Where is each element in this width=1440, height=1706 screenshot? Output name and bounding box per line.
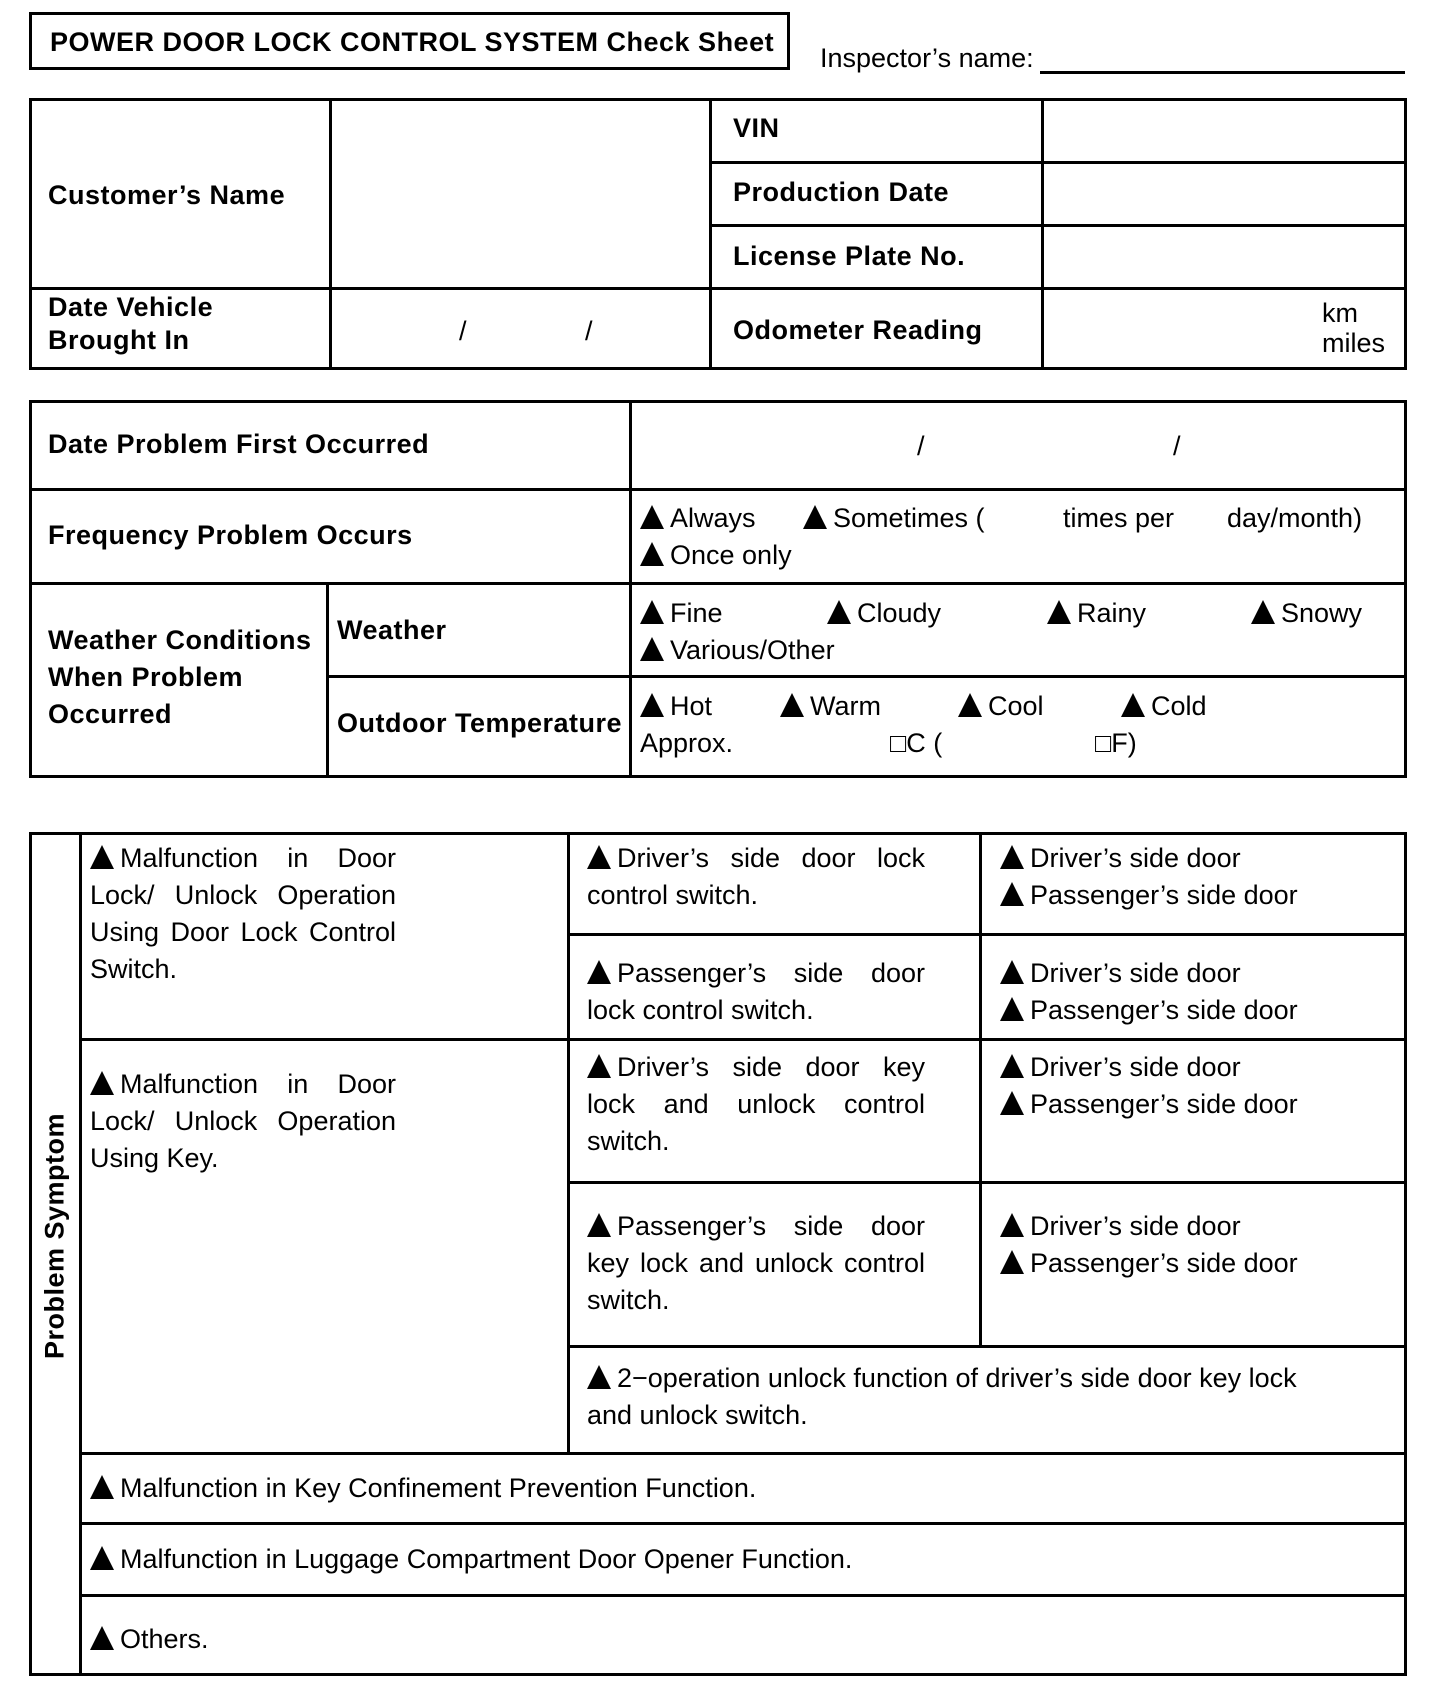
triangle-icon xyxy=(1000,960,1024,984)
celsius-label: □C ( xyxy=(890,728,943,758)
passenger-door-option[interactable]: Passenger’s side door xyxy=(1000,1245,1298,1282)
triangle-icon xyxy=(90,845,114,869)
triangle-icon xyxy=(640,600,664,624)
passenger-door-option[interactable]: Passenger’s side door xyxy=(1000,992,1298,1029)
triangle-icon xyxy=(640,637,664,661)
weather-snowy-option[interactable]: Snowy xyxy=(1251,595,1362,632)
triangle-icon xyxy=(587,1213,611,1237)
weather-fine-option[interactable]: Fine xyxy=(640,595,723,632)
weather-label: Weather xyxy=(337,615,447,645)
triangle-icon xyxy=(1121,693,1145,717)
weather-other-option[interactable]: Various/Other xyxy=(640,632,835,669)
triangle-icon xyxy=(640,693,664,717)
date-first-occurred-field[interactable] xyxy=(632,403,1404,488)
triangle-icon xyxy=(1000,1213,1024,1237)
frequency-sometimes-option[interactable]: Sometimes ( xyxy=(803,500,985,537)
odometer-field[interactable] xyxy=(1044,290,1404,367)
unit-km: km xyxy=(1322,298,1358,328)
passenger-door-option[interactable]: Passenger’s side door xyxy=(1000,1086,1298,1123)
switch-malfunction-option[interactable]: Malfunction in Door Lock/ Unlock Operation Using Door Lock Control Switch. xyxy=(90,843,396,984)
triangle-icon xyxy=(587,960,611,984)
temp-cold-option[interactable]: Cold xyxy=(1121,688,1207,725)
luggage-opener-option[interactable]: Malfunction in Luggage Compartment Door Opener Function. xyxy=(90,1541,852,1578)
triangle-icon xyxy=(803,505,827,529)
production-date-field[interactable] xyxy=(1044,164,1404,224)
date-brought-in-field[interactable] xyxy=(332,290,709,367)
triangle-icon xyxy=(587,1365,611,1389)
triangle-icon xyxy=(90,1071,114,1095)
triangle-icon xyxy=(1000,882,1024,906)
frequency-day-month: day/month) xyxy=(1227,503,1363,533)
odometer-label: Odometer Reading xyxy=(733,315,983,345)
outdoor-temp-label: Outdoor Temperature xyxy=(337,708,623,738)
triangle-icon xyxy=(1251,600,1275,624)
date-brought-in-label: Date Vehicle Brought In xyxy=(48,292,214,355)
frequency-times-per: times per xyxy=(1063,503,1175,533)
passenger-key-switch-option[interactable]: Passenger’s side door key lock and unlock control switch. xyxy=(587,1211,925,1315)
weather-conditions-label: Weather Conditions When Problem Occurred xyxy=(48,625,312,729)
date-first-occurred-label: Date Problem First Occurred xyxy=(48,429,430,459)
frequency-once-option[interactable]: Once only xyxy=(640,537,792,574)
driver-door-option[interactable]: Driver’s side door xyxy=(1000,840,1241,877)
driver-key-switch-option[interactable]: Driver’s side door key lock and unlock control switch. xyxy=(587,1052,925,1156)
passenger-lock-switch-option[interactable]: Passenger’s side door lock control switch. xyxy=(587,958,925,1025)
passenger-door-option[interactable]: Passenger’s side door xyxy=(1000,877,1298,914)
page-title: POWER DOOR LOCK CONTROL SYSTEM Check Sheet xyxy=(50,27,775,57)
vin-label: VIN xyxy=(733,113,780,143)
approx-label: Approx. xyxy=(640,728,734,758)
triangle-icon xyxy=(780,693,804,717)
frequency-label: Frequency Problem Occurs xyxy=(48,520,413,550)
triangle-icon xyxy=(90,1475,114,1499)
fahrenheit-label: □F) xyxy=(1095,728,1137,758)
weather-cloudy-option[interactable]: Cloudy xyxy=(827,595,941,632)
others-option[interactable]: Others. xyxy=(90,1621,209,1658)
temp-hot-option[interactable]: Hot xyxy=(640,688,712,725)
temp-cool-option[interactable]: Cool xyxy=(958,688,1044,725)
inspector-name-field[interactable] xyxy=(1040,71,1405,74)
triangle-icon xyxy=(1000,1250,1024,1274)
two-operation-option[interactable]: 2−operation unlock function of driver’s side door key lock and unlock switch. xyxy=(587,1363,1297,1430)
triangle-icon xyxy=(1047,600,1071,624)
title-box xyxy=(29,12,790,70)
unit-miles: miles xyxy=(1322,328,1386,358)
date-slash-1: / xyxy=(459,316,467,346)
driver-door-option[interactable]: Driver’s side door xyxy=(1000,1049,1241,1086)
customer-name-field[interactable] xyxy=(332,101,709,287)
triangle-icon xyxy=(1000,1091,1024,1115)
key-malfunction-option[interactable]: Malfunction in Door Lock/ Unlock Operation Using Key. xyxy=(90,1069,396,1173)
date-first-slash-1: / xyxy=(917,431,925,461)
driver-door-option[interactable]: Driver’s side door xyxy=(1000,955,1241,992)
license-plate-field[interactable] xyxy=(1044,227,1404,287)
triangle-icon xyxy=(1000,845,1024,869)
date-first-slash-2: / xyxy=(1173,431,1181,461)
customer-name-label: Customer’s Name xyxy=(48,180,286,210)
triangle-icon xyxy=(640,505,664,529)
temp-warm-option[interactable]: Warm xyxy=(780,688,881,725)
triangle-icon xyxy=(90,1626,114,1650)
driver-lock-switch-option[interactable]: Driver’s side door lock control switch. xyxy=(587,843,925,910)
triangle-icon xyxy=(587,1054,611,1078)
date-slash-2: / xyxy=(585,316,593,346)
problem-symptom-label: Problem Symptom xyxy=(39,1112,70,1360)
triangle-icon xyxy=(1000,1054,1024,1078)
vin-field[interactable] xyxy=(1044,101,1404,161)
triangle-icon xyxy=(827,600,851,624)
inspector-label: Inspector’s name: xyxy=(820,43,1034,73)
triangle-icon xyxy=(1000,997,1024,1021)
frequency-always-option[interactable]: Always xyxy=(640,500,756,537)
triangle-icon xyxy=(958,693,982,717)
license-plate-label: License Plate No. xyxy=(733,241,966,271)
weather-rainy-option[interactable]: Rainy xyxy=(1047,595,1146,632)
triangle-icon xyxy=(640,542,664,566)
triangle-icon xyxy=(90,1546,114,1570)
driver-door-option[interactable]: Driver’s side door xyxy=(1000,1208,1241,1245)
triangle-icon xyxy=(587,845,611,869)
production-date-label: Production Date xyxy=(733,177,950,207)
key-confinement-option[interactable]: Malfunction in Key Confinement Prevention Function. xyxy=(90,1470,756,1507)
